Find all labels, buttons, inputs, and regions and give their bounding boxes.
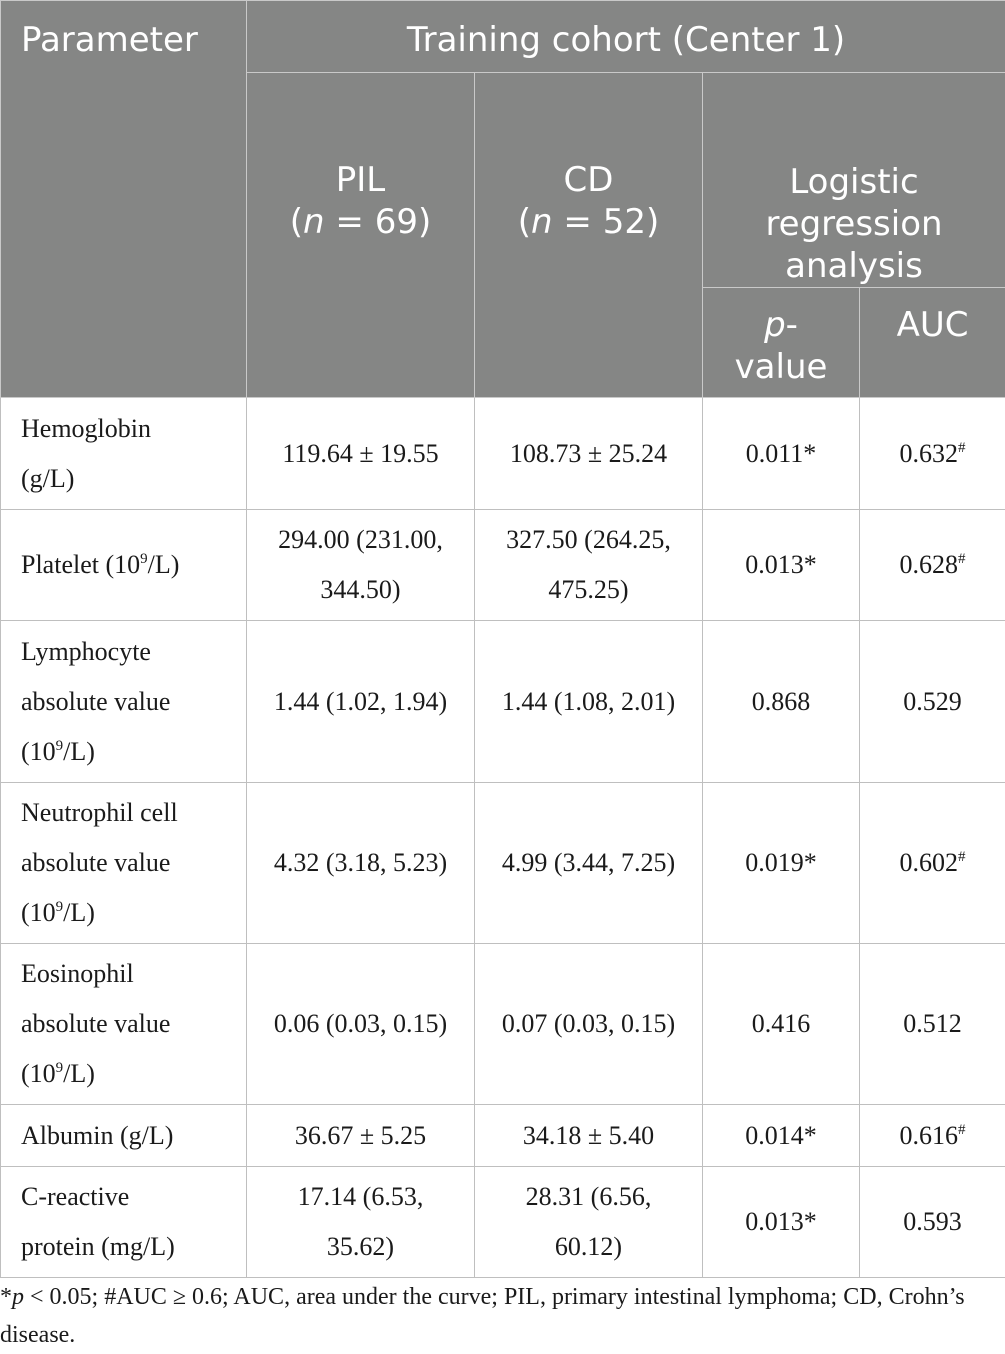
param-line: (10 bbox=[21, 1059, 56, 1088]
cell-pil bbox=[247, 510, 475, 621]
auc-mark: # bbox=[958, 1121, 966, 1138]
cell-pil: 1.44 (1.02, 1.94) bbox=[247, 621, 475, 783]
header-cd-n: n bbox=[531, 202, 553, 242]
param-line: /L) bbox=[63, 736, 95, 766]
auc-value: 0.593 bbox=[903, 1207, 962, 1236]
auc-value: 0.602 bbox=[899, 848, 959, 877]
param-line: protein (mg/L) bbox=[21, 1232, 175, 1261]
cell-auc bbox=[860, 621, 1005, 783]
footnote-text: < 0.05; #AUC ≥ 0.6; AUC, area under the curve; PIL, primary intestinal lymphoma; CD, Crohn’s disease. bbox=[0, 1284, 965, 1348]
table-header bbox=[1, 1, 1005, 398]
param-line: /L) bbox=[63, 898, 95, 927]
row-parameter bbox=[1, 1105, 247, 1167]
cell-p-value: 0.013* bbox=[703, 510, 860, 621]
cell-p-value: 0.868 bbox=[703, 621, 860, 783]
cell-auc bbox=[860, 1105, 1005, 1167]
table-row bbox=[1, 944, 1005, 1105]
cell-line: 327.50 (264.25, bbox=[506, 525, 671, 554]
param-line: C-reactive bbox=[21, 1182, 130, 1211]
auc-value: 0.512 bbox=[903, 1009, 962, 1038]
cell-p-value: 0.014* bbox=[703, 1105, 860, 1167]
param-line: Lymphocyte bbox=[21, 636, 151, 666]
cell-cd bbox=[475, 1167, 703, 1278]
param-line: absolute value bbox=[21, 848, 171, 877]
header-pil-n: n bbox=[303, 202, 325, 242]
header-logistic-line1: Logistic bbox=[789, 162, 919, 202]
header-logistic-line3: analysis bbox=[785, 246, 923, 286]
param-line: Hemoglobin bbox=[21, 413, 151, 443]
cell-p-value: 0.019* bbox=[703, 783, 860, 944]
param-sup: 9 bbox=[55, 737, 64, 754]
param-line: /L) bbox=[63, 1059, 95, 1088]
cell-cd: 4.99 (3.44, 7.25) bbox=[475, 783, 703, 944]
row-parameter bbox=[1, 944, 247, 1105]
param-sup: 9 bbox=[140, 551, 148, 567]
table-body bbox=[1, 398, 1005, 1278]
cell-line: 17.14 (6.53, bbox=[297, 1182, 424, 1211]
cell-pil: 119.64 ± 19.55 bbox=[247, 398, 475, 510]
param-line: absolute value bbox=[21, 686, 171, 716]
auc-value: 0.632 bbox=[899, 438, 959, 468]
cell-line: 28.31 (6.56, bbox=[525, 1182, 652, 1211]
auc-value: 0.529 bbox=[903, 686, 962, 716]
header-pil-n-value: = 69) bbox=[324, 202, 432, 242]
cell-p-value: 0.011* bbox=[703, 398, 860, 510]
row-parameter bbox=[1, 1167, 247, 1278]
auc-value: 0.616 bbox=[899, 1120, 959, 1150]
cell-line: 60.12) bbox=[554, 1232, 623, 1261]
table-row bbox=[1, 783, 1005, 944]
param-line: Albumin (g/L) bbox=[21, 1120, 174, 1150]
footnote-star: * bbox=[0, 1284, 12, 1310]
cell-line: 294.00 (231.00, bbox=[278, 525, 443, 554]
cell-pil: 36.67 ± 5.25 bbox=[247, 1105, 475, 1167]
header-pil: PIL (n = 69) bbox=[247, 73, 475, 398]
row-parameter bbox=[1, 510, 247, 621]
table-footnote bbox=[0, 1278, 1000, 1354]
header-auc-label: AUC bbox=[896, 305, 969, 345]
header-cohort bbox=[247, 1, 1005, 73]
table-row bbox=[1, 621, 1005, 783]
header-cohort-label: Training cohort (Center 1) bbox=[406, 20, 846, 60]
param-line: absolute value bbox=[21, 1009, 171, 1038]
cell-line: 35.62) bbox=[326, 1232, 395, 1261]
table-row bbox=[1, 398, 1005, 510]
cell-line: 475.25) bbox=[548, 575, 629, 604]
cell-pil bbox=[247, 1167, 475, 1278]
param-line: (g/L) bbox=[21, 463, 75, 493]
header-parameter bbox=[1, 1, 247, 398]
auc-mark: # bbox=[958, 439, 966, 456]
cell-auc bbox=[860, 783, 1005, 944]
param-sup: 9 bbox=[55, 1060, 64, 1076]
param-line: (10 bbox=[21, 736, 56, 766]
cell-cd: 1.44 (1.08, 2.01) bbox=[475, 621, 703, 783]
row-parameter bbox=[1, 621, 247, 783]
param-line: Eosinophil bbox=[21, 959, 134, 988]
auc-mark: # bbox=[958, 551, 966, 567]
row-parameter bbox=[1, 783, 247, 944]
header-p-value bbox=[703, 288, 860, 398]
header-p-word: value bbox=[734, 347, 828, 387]
cell-p-value: 0.416 bbox=[703, 944, 860, 1105]
table-row bbox=[1, 510, 1005, 621]
header-cd: CD (n = 52) bbox=[475, 73, 703, 398]
cell-auc bbox=[860, 1167, 1005, 1278]
param-line: (10 bbox=[21, 898, 56, 927]
auc-mark: # bbox=[958, 849, 966, 865]
header-parameter-label: Parameter bbox=[21, 20, 198, 60]
header-p-italic: p bbox=[764, 305, 786, 345]
cell-auc bbox=[860, 944, 1005, 1105]
table-row bbox=[1, 1167, 1005, 1278]
cell-pil: 0.06 (0.03, 0.15) bbox=[247, 944, 475, 1105]
header-pil-name: PIL bbox=[335, 160, 386, 200]
footnote-p: p bbox=[12, 1284, 24, 1310]
param-sup: 9 bbox=[55, 899, 64, 915]
auc-value: 0.628 bbox=[899, 550, 959, 579]
cell-pil: 4.32 (3.18, 5.23) bbox=[247, 783, 475, 944]
cell-cd bbox=[475, 510, 703, 621]
cell-auc bbox=[860, 510, 1005, 621]
header-auc bbox=[860, 288, 1005, 398]
header-cd-name: CD bbox=[563, 160, 614, 200]
header-cd-n-value: = 52) bbox=[552, 202, 660, 242]
param-line: /L) bbox=[147, 550, 180, 579]
header-logistic bbox=[703, 73, 1005, 288]
cell-cd: 108.73 ± 25.24 bbox=[475, 398, 703, 510]
param-line: Platelet (10 bbox=[21, 550, 141, 579]
param-line: Neutrophil cell bbox=[21, 798, 178, 827]
cell-cd: 0.07 (0.03, 0.15) bbox=[475, 944, 703, 1105]
table-row bbox=[1, 1105, 1005, 1167]
cell-cd: 34.18 ± 5.40 bbox=[475, 1105, 703, 1167]
cell-line: 344.50) bbox=[320, 575, 401, 604]
cell-p-value: 0.013* bbox=[703, 1167, 860, 1278]
header-p-dash: - bbox=[785, 305, 798, 345]
row-parameter bbox=[1, 398, 247, 510]
cell-auc bbox=[860, 398, 1005, 510]
header-logistic-line2: regression bbox=[765, 204, 943, 244]
